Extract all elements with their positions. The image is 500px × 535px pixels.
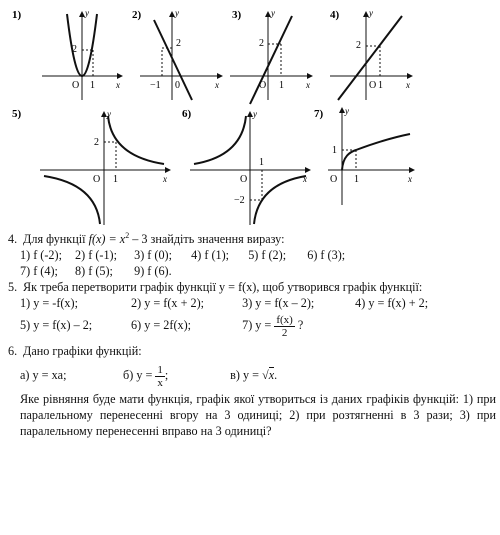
- q6-func-b-prefix: б) y =: [123, 368, 156, 383]
- q4-items-row-2: [8, 263, 496, 279]
- graph-1-origin: O: [72, 80, 80, 91]
- graph-3-ylabel: y: [271, 8, 275, 18]
- graph-4-ylabel: y: [369, 8, 373, 18]
- q5-item-7-fraction: [274, 314, 295, 339]
- q5-item-3: 3) y = f(x – 2);: [242, 296, 315, 311]
- graph-6-branch-left: [194, 116, 246, 164]
- q5-item-7-prefix: 7) y =: [242, 318, 275, 333]
- graph-6: [182, 108, 310, 225]
- q4-suffix: – 3 знайдіть значення виразу:: [129, 232, 285, 247]
- q6-functions-row: [8, 359, 496, 391]
- q6-header: [8, 343, 496, 359]
- graph-1-tick-y: 2: [72, 44, 77, 55]
- q4-item-9: 9) f (6).: [134, 264, 172, 279]
- q5-header: [8, 279, 496, 295]
- graph-4-tick-x: 1: [378, 80, 383, 91]
- q5-items-row-1: [8, 295, 496, 311]
- q5-item-5: 5) y = f(x) – 2;: [20, 318, 93, 333]
- graph-2-label: 2): [132, 9, 142, 21]
- graph-4-origin: O: [369, 80, 377, 91]
- graph-5-origin: O: [93, 174, 101, 185]
- graph-7-tick-x: 1: [354, 174, 359, 185]
- q5-items-row-2: [8, 311, 496, 339]
- q6-number: 6.: [8, 344, 18, 359]
- graph-3-origin: O: [259, 80, 267, 91]
- graph-5-tick-y: 2: [94, 137, 99, 148]
- graph-5-label: 5): [12, 108, 22, 120]
- q4-item-8: 8) f (5);: [75, 264, 113, 279]
- graph-4-label: 4): [330, 9, 340, 21]
- graph-6-label: 6): [182, 108, 192, 120]
- q6-func-c-radicand: x: [268, 368, 275, 383]
- q6-text: Дано графіки функцій:: [23, 344, 142, 359]
- q5-item-7-suffix: ?: [297, 318, 304, 333]
- q5-item-2: 2) y = f(x + 2);: [131, 296, 205, 311]
- q6-func-b-suffix: ;: [164, 368, 169, 383]
- graph-6-xlabel: x: [303, 174, 307, 184]
- graph-4: [330, 8, 412, 100]
- q5-item-7: [242, 311, 303, 339]
- q4-number: 4.: [8, 232, 18, 247]
- graph-3-line: [250, 16, 292, 104]
- graph-3-tick-x: 1: [279, 80, 284, 91]
- graph-5-branch-right: [108, 116, 164, 164]
- q5-number: 5.: [8, 280, 18, 295]
- graph-6-ylabel: y: [253, 109, 257, 119]
- graph-5: [12, 108, 170, 225]
- q6-func-c-prefix: в) y =: [230, 368, 263, 383]
- graph-2-origin: 0: [175, 80, 180, 91]
- graph-5-branch-left: [44, 176, 100, 224]
- graph-2-ylabel: y: [175, 8, 179, 18]
- q6-func-b-numerator: 1: [157, 363, 163, 376]
- graph-3-xlabel: x: [306, 80, 310, 90]
- q4-item-1: 1) f (-2);: [20, 248, 62, 263]
- graph-7-xlabel: x: [408, 174, 412, 184]
- q4-prefix: Для функції: [23, 232, 89, 247]
- q6-question: Яке рівняння буде мати функція, графік якої утвориться із даних графіків функцій: 1) при паралельному перенесенні вгору на 3 одиниці; 2) при розтягненні в 3 рази; 3) при паралельному перенесенні вправо на 3 одиниці?: [20, 392, 496, 439]
- q6-func-b-fraction: [155, 364, 165, 389]
- graph-7-tick-y: 1: [332, 145, 337, 156]
- q4-item-2: 2) f (-1);: [75, 248, 118, 263]
- q4-items-row-1: [8, 247, 496, 263]
- graph-3-label: 3): [232, 9, 242, 21]
- q4-exponent: 2: [125, 231, 130, 240]
- graphs-area: [0, 0, 500, 228]
- graph-2-xlabel: x: [215, 80, 219, 90]
- graph-1: [12, 8, 122, 100]
- graph-2: [132, 8, 222, 100]
- q4-item-3: 3) f (0);: [134, 248, 172, 263]
- q5-item-6: 6) y = 2f(x);: [131, 318, 192, 333]
- q4-item-5: 5) f (2);: [248, 248, 287, 263]
- graph-6-origin: O: [240, 174, 248, 185]
- graph-7-label: 7): [314, 108, 324, 120]
- graph-6-tick-x: 1: [259, 157, 264, 168]
- q5-item-7-numerator: f(x): [276, 313, 293, 326]
- q6-func-c: [230, 359, 277, 391]
- graph-5-xlabel: x: [163, 174, 167, 184]
- graphs-svg: [0, 0, 500, 228]
- graph-4-xlabel: x: [406, 80, 410, 90]
- radical-sign: √: [262, 368, 269, 383]
- q6-func-b: [123, 359, 227, 391]
- q4-item-6: 6) f (3);: [307, 248, 346, 263]
- q5-item-1: 1) y = -f(x);: [20, 296, 78, 311]
- graph-7-curve: [342, 134, 410, 170]
- graph-7-ylabel: y: [345, 106, 349, 116]
- q4-header: [8, 228, 496, 247]
- graph-2-tick-x: −1: [150, 80, 161, 91]
- q4-item-7: 7) f (4);: [20, 264, 58, 279]
- q4-function: f(x) = x: [88, 232, 126, 247]
- graph-5-tick-x: 1: [113, 174, 118, 185]
- graph-4-tick-y: 2: [356, 40, 361, 51]
- graph-5-ylabel: y: [107, 109, 111, 119]
- graph-1-label: 1): [12, 9, 22, 21]
- q6-func-a: а) y = xa;: [20, 368, 67, 383]
- q5-text: Як треба перетворити графік функції y = f(x), щоб утворився графік функції:: [23, 280, 423, 295]
- graph-1-xlabel: x: [116, 80, 120, 90]
- q5-item-7-denominator: 2: [281, 326, 288, 339]
- graph-1-tick-x: 1: [90, 80, 95, 91]
- exercise-text: [8, 228, 496, 439]
- graph-3-tick-y: 2: [259, 38, 264, 49]
- q5-item-4: 4) y = f(x) + 2;: [355, 296, 429, 311]
- graph-3: [230, 8, 312, 104]
- graph-6-tick-y: −2: [234, 195, 245, 206]
- q6-func-b-denominator: x: [157, 376, 163, 389]
- q6-func-c-suffix: .: [274, 368, 278, 383]
- graph-7: [314, 106, 414, 205]
- graph-2-tick-y: 2: [176, 38, 181, 49]
- graph-7-origin: O: [330, 174, 338, 185]
- q4-item-4: 4) f (1);: [191, 248, 230, 263]
- graph-1-ylabel: y: [85, 8, 89, 18]
